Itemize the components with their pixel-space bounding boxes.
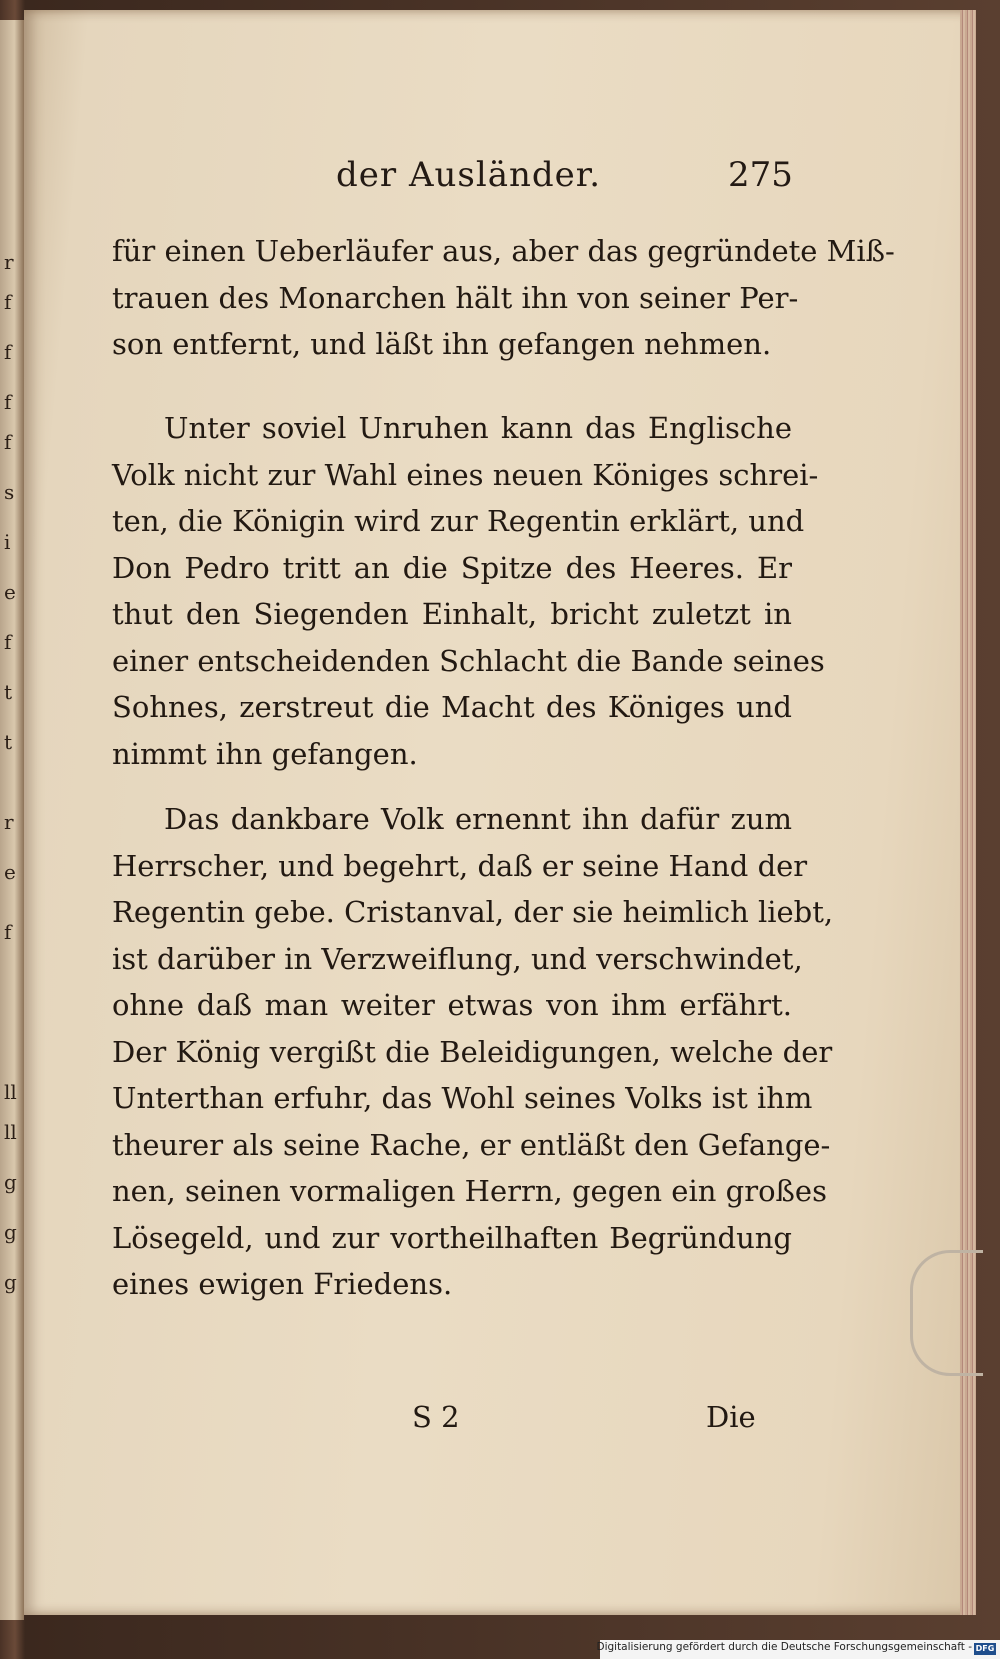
prev-page-letter: f	[4, 290, 12, 314]
prev-page-letter: r	[4, 810, 14, 834]
prev-page-letter: f	[4, 390, 12, 414]
text-line: ist darüber in Verzweiflung, und verschwindet,	[112, 941, 803, 976]
text-line: Herrscher, und begehrt, daß er seine Hand der	[112, 848, 808, 883]
paragraph-2	[112, 405, 825, 777]
book-page	[24, 10, 976, 1615]
paragraph-3	[112, 796, 834, 1308]
paragraph-1	[112, 228, 895, 368]
prev-page-letter: f	[4, 340, 12, 364]
text-line: einer entscheidenden Schlacht die Bande seines	[112, 643, 825, 678]
text-line: Volk nicht zur Wahl eines neuen Königes schrei-	[112, 457, 819, 492]
prev-page-letter: e	[4, 860, 16, 884]
prev-page-letter: ll	[4, 1120, 17, 1144]
text-line: eines ewigen Friedens.	[112, 1267, 453, 1301]
text-line: Don Pedro tritt an die Spitze des Heeres. Er	[112, 550, 792, 585]
dfg-logo-icon: DFG	[975, 1644, 995, 1653]
prev-page-letter: s	[4, 480, 15, 504]
text-line: theurer als seine Rache, er entläßt den Gefange-	[112, 1127, 831, 1162]
catchword: Die	[706, 1400, 756, 1434]
text-line: ten, die Königin wird zur Regentin erklärt, und	[112, 504, 805, 538]
text-line: Sohnes, zerstreut die Macht des Königes und	[112, 690, 792, 724]
prev-page-letter: g	[4, 1220, 17, 1244]
text-line: Lösegeld, und zur vortheilhaften Begründung	[112, 1220, 792, 1255]
text-line: nimmt ihn gefangen.	[112, 736, 418, 771]
text-line: für einen Ueberläufer aus, aber das gegründete Miß-	[112, 234, 895, 268]
text-line: nen, seinen vormaligen Herrn, gegen ein großes	[112, 1174, 827, 1208]
prev-page-letter: t	[4, 730, 13, 754]
prev-page-letter: i	[4, 530, 11, 554]
text-line: trauen des Monarchen hält ihn von seiner Per-	[112, 280, 799, 315]
prev-page-letter: ll	[4, 1080, 17, 1104]
prev-page-letter: g	[4, 1270, 17, 1294]
prev-page-letter: t	[4, 680, 13, 704]
signature-mark: S 2	[412, 1400, 460, 1434]
prev-page-letter: f	[4, 430, 12, 454]
text-line: Unterthan erfuhr, das Wohl seines Volks ist ihm	[112, 1081, 813, 1115]
prev-page-letter: e	[4, 580, 16, 604]
text-line: Unter soviel Unruhen kann das Englische	[164, 411, 792, 445]
page-number: 275	[728, 155, 793, 195]
running-title: der Ausländer.	[336, 155, 602, 195]
previous-page-edge	[0, 20, 24, 1620]
text-line: Regentin gebe. Cristanval, der sie heimlich liebt,	[112, 895, 834, 929]
text-line: Das dankbare Volk ernennt ihn dafür zum	[164, 802, 792, 836]
text-line: Der König vergißt die Beleidigungen, welche der	[112, 1034, 833, 1069]
text-line: ohne daß man weiter etwas von ihm erfährt.	[112, 988, 792, 1022]
page-clip	[910, 1250, 983, 1376]
prev-page-letter: f	[4, 630, 12, 654]
text-line: thut den Siegenden Einhalt, bricht zuletzt in	[112, 597, 792, 631]
prev-page-letter: f	[4, 920, 12, 944]
text-line: son entfernt, und läßt ihn gefangen nehmen.	[112, 327, 772, 361]
digitization-note: Digitalisierung gefördert durch die Deutsche Forschungsgemeinschaft -	[596, 1641, 972, 1653]
prev-page-letter: g	[4, 1170, 17, 1194]
prev-page-letter: r	[4, 250, 14, 274]
